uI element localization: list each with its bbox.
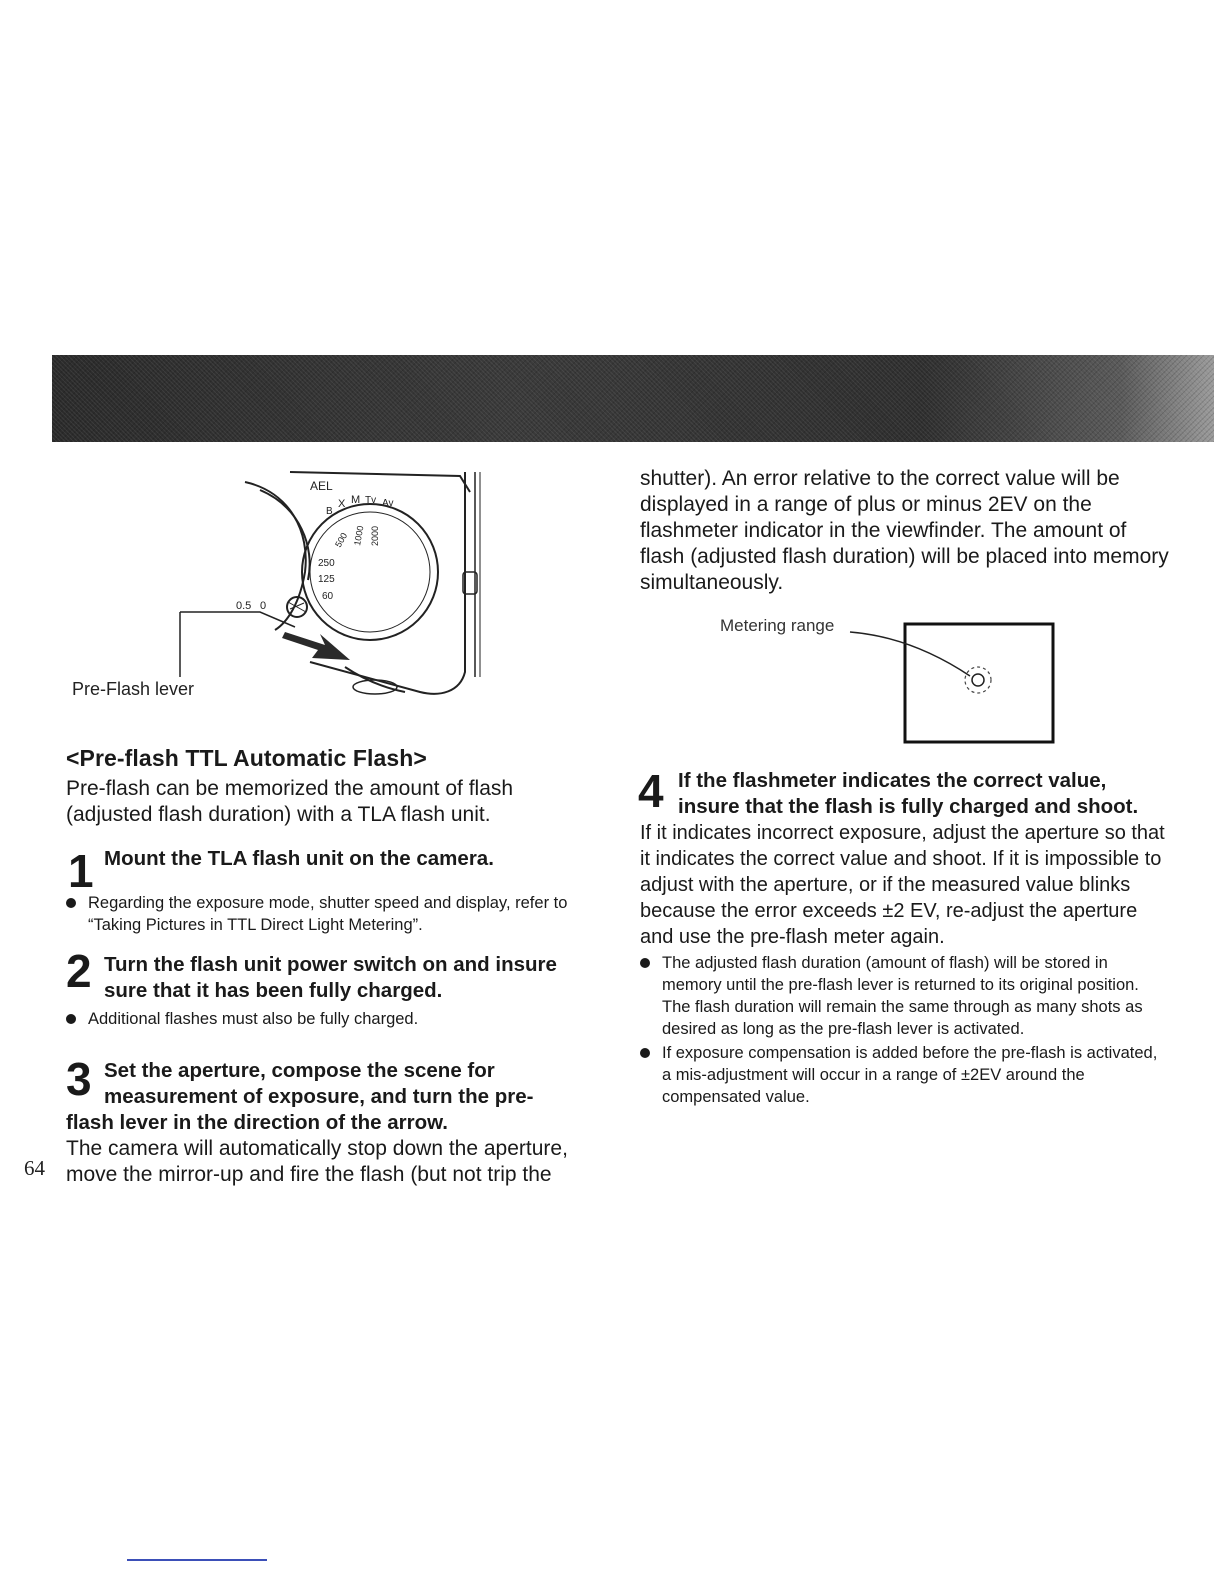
list-item — [66, 892, 608, 936]
footer-rule — [127, 1559, 267, 1561]
step-body: If it indicates incorrect exposure, adjust the aperture so that it indicates the correct value and shoot. If it is impossible to adjust with the aperture, or if the measured value blinks because the error exceeds ±2 EV, re-adjust the aperture and use the pre-flash meter again. — [640, 822, 1165, 948]
step-number: 1 — [68, 845, 94, 897]
pointer-line — [850, 632, 970, 676]
list-item — [640, 1042, 1170, 1108]
right-column — [640, 466, 1170, 596]
step-title: Mount the TLA flash unit on the camera. — [104, 847, 494, 870]
metering-spot — [965, 667, 991, 693]
right-column-lower — [638, 765, 1170, 1108]
step-number: 3 — [66, 1053, 92, 1105]
svg-text:M: M — [351, 494, 361, 506]
step-title-line-2: insure that the flash is fully charged and shoot. — [678, 795, 1139, 818]
dial-label-ael: AEL — [310, 479, 333, 493]
step-body: The camera will automatically stop down the aperture, move the mirror-up and fire the flash (but not trip the — [66, 1137, 568, 1186]
arrow-icon — [282, 632, 350, 660]
left-column — [66, 745, 594, 1188]
metering-range-diagram — [720, 616, 1060, 746]
section-title: <Pre-flash TTL Automatic Flash> — [66, 745, 427, 771]
svg-text:0: 0 — [260, 600, 267, 612]
list-item — [66, 1008, 608, 1030]
bullet-text: Regarding the exposure mode, shutter speed and display, refer to “Taking Pictures in TTL Direct Light Metering”. — [88, 894, 568, 934]
bullet-text: Additional flashes must also be fully charged. — [88, 1010, 419, 1028]
bullet-text: If exposure compensation is added before the pre-flash is activated, a mis-adjustment will occur in a range of ±2EV around the compensated value. — [662, 1044, 1158, 1106]
svg-text:1000: 1000 — [352, 524, 366, 547]
shutter-dial — [302, 504, 438, 640]
figure-label-pre-flash-lever: Pre-Flash lever — [72, 679, 195, 699]
page-number: 64 — [24, 1156, 45, 1180]
continuation-paragraph: shutter). An error relative to the correct value will be displayed in a range of plus or minus 2EV on the flashmeter indicator in the viewfinder. The amount of flash (adjusted flash duration) will be placed into memory simultaneously. — [640, 467, 1169, 594]
svg-text:250: 250 — [318, 558, 335, 569]
step-title-line-1: If the flashmeter indicates the correct value, — [678, 769, 1107, 792]
svg-text:Tv: Tv — [365, 495, 377, 506]
step-1 — [66, 844, 594, 934]
header-band — [52, 355, 1214, 442]
step-number: 2 — [66, 945, 92, 997]
step-title-line-1: Set the aperture, compose the scene for — [104, 1059, 495, 1082]
viewfinder-frame — [905, 624, 1053, 742]
svg-text:X: X — [338, 498, 346, 510]
svg-text:125: 125 — [318, 574, 335, 585]
svg-text:2000: 2000 — [370, 525, 380, 546]
step-title-line-3: flash lever in the direction of the arrow. — [66, 1111, 448, 1134]
viewfinder-diagram — [720, 616, 1060, 746]
step-2 — [66, 945, 594, 1028]
step-4 — [638, 765, 1170, 1108]
list-item — [640, 952, 1170, 1040]
svg-text:500: 500 — [333, 530, 350, 549]
svg-text:60: 60 — [322, 591, 334, 602]
svg-text:B: B — [326, 506, 333, 517]
svg-text:0.5: 0.5 — [236, 600, 252, 612]
svg-text:Av: Av — [382, 498, 394, 509]
step-title-line-2: measurement of exposure, and turn the pre- — [104, 1085, 534, 1108]
step-title: Turn the flash unit power switch on and insure sure that it has been fully charged. — [104, 953, 557, 1002]
metering-range-label: Metering range — [720, 616, 835, 635]
step-number: 4 — [638, 765, 664, 817]
bullet-text: The adjusted flash duration (amount of flash) will be stored in memory until the pre-flash lever is returned to its original position. The flash duration will remain the same through as many shots as desired as long as the pre-flash lever is activated. — [662, 954, 1143, 1038]
intro-paragraph: Pre-flash can be memorized the amount of flash (adjusted flash duration) with a TLA flash unit. — [66, 777, 514, 826]
step-3 — [66, 1053, 594, 1188]
dial-arc-outer — [245, 482, 306, 630]
